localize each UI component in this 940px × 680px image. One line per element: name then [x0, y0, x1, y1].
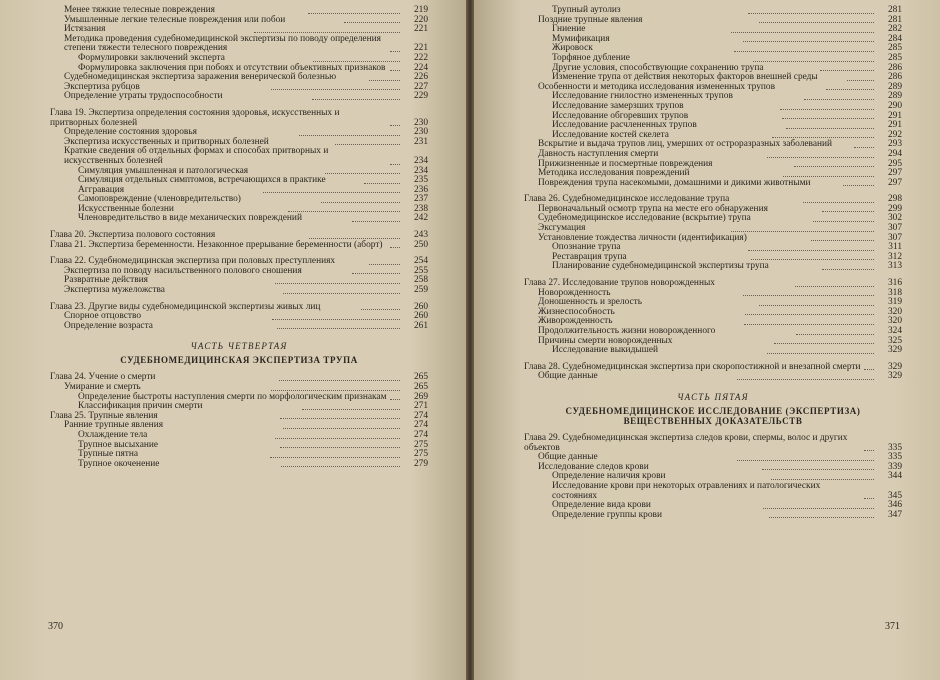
toc-page-number: 259 [413, 285, 429, 296]
toc-entry-title: Гниение [552, 24, 586, 35]
toc-entry [524, 346, 902, 356]
dot-leader [344, 22, 400, 23]
toc-page-number: 324 [887, 326, 902, 336]
toc-page-number: 242 [413, 213, 429, 224]
toc-page-number: 237 [413, 194, 428, 205]
toc-page-number: 250 [413, 239, 428, 250]
toc-entry-title: Другие условия, способствующие сохранению трупа [552, 62, 764, 73]
toc-page-number: 275 [413, 439, 429, 450]
toc-entry [524, 262, 902, 272]
toc-page-number: 285 [887, 52, 903, 63]
dot-leader [321, 202, 400, 203]
dot-leader [811, 240, 874, 241]
toc-entry-title: Общие данные [538, 371, 598, 382]
toc-page-number: 295 [887, 158, 902, 169]
toc-page-number: 274 [413, 420, 429, 431]
part-title: ЧАСТЬ ПЯТАЯ [677, 391, 749, 402]
dot-leader [796, 334, 874, 335]
toc-page-number: 243 [413, 230, 428, 241]
toc-entry-title: Определение состояния здоровья [64, 127, 197, 138]
toc-page-number: 294 [887, 148, 902, 159]
dot-leader [369, 80, 400, 81]
toc-entry-title: Глава 26. Судебномедицинское исследование трупа [524, 194, 730, 205]
dot-leader [734, 51, 874, 52]
toc-page-number: 281 [887, 5, 902, 15]
toc-page-number: 265 [413, 372, 429, 383]
toc-entry-title: Причины смерти новорожденных [538, 335, 673, 346]
dot-leader [335, 144, 400, 145]
dot-leader [843, 185, 874, 186]
toc-page-number: 339 [887, 461, 902, 472]
toc-page-number: 318 [887, 287, 903, 298]
dot-leader [864, 498, 874, 499]
toc-entry-title: Исследование обгоревших трупов [552, 110, 689, 121]
toc-page-number: 329 [887, 361, 902, 372]
toc-page-number: 297 [887, 177, 903, 188]
dot-leader [864, 369, 874, 370]
toc-page-number: 329 [887, 371, 902, 382]
toc-entry [524, 482, 902, 501]
toc-page-number: 260 [413, 311, 429, 322]
dot-leader [780, 109, 874, 110]
toc-entry-title: Глава 20. Экспертиза полового состояния [50, 230, 216, 241]
toc-page-number: 298 [887, 194, 902, 205]
toc-entry-title: Формулировка заключения при побоях и отсутствии объективных признаков [78, 62, 386, 73]
toc-entry-title: Экспертиза рубцов [64, 81, 140, 92]
toc-page-number: 231 [413, 136, 429, 147]
toc-page-number: 347 [887, 509, 902, 520]
toc-entry-title: Самоповреждение (членовредительство) [78, 194, 241, 205]
toc-entry-title: Методика исследования повреждений [538, 168, 690, 179]
toc-entry-title: Определение быстроты наступления смерти по морфологическим признакам [78, 391, 387, 402]
toc-entry-title: Исследование крови при некоторых отравлениях и патологических состояниях [552, 480, 821, 501]
dot-leader [826, 89, 874, 90]
dot-leader [270, 457, 400, 458]
toc-entry [50, 322, 428, 332]
toc-entry [50, 286, 428, 296]
toc-entry-title: Глава 24. Учение о смерти [50, 372, 156, 383]
toc-chapter [50, 109, 428, 128]
dot-leader [731, 32, 874, 33]
toc-page-number: 234 [413, 165, 428, 176]
toc-page-number: 299 [887, 203, 903, 214]
toc-page-number: 254 [413, 256, 428, 267]
toc-entry-title: Опознание трупа [552, 242, 621, 253]
dot-leader [313, 61, 400, 62]
dot-leader [753, 61, 874, 62]
toc-entry [524, 511, 902, 521]
toc-page-number: 346 [887, 500, 903, 511]
toc-entry-title: Экспертиза искусственных и притворных болезней [64, 136, 269, 147]
toc-entry-title: Исследование костей скелета [552, 129, 669, 140]
toc-entry [50, 460, 428, 470]
toc-list [524, 6, 902, 382]
part-title: ЧАСТЬ ЧЕТВЕРТАЯ [190, 341, 288, 352]
toc-entry-title: Планирование судебномедицинской экспертизы трупа [552, 261, 769, 272]
dot-leader [795, 286, 874, 287]
toc-page-number: 255 [413, 265, 429, 276]
toc-entry [50, 92, 428, 102]
dot-leader [309, 238, 400, 239]
toc-entry-title: Прижизненные и посмертные повреждения [538, 158, 713, 169]
dot-leader [277, 328, 400, 329]
toc-page-number: 344 [887, 471, 903, 482]
toc-entry-title: Умирание и смерть [64, 382, 141, 392]
toc-page-number: 312 [887, 251, 902, 262]
dot-leader [804, 99, 874, 100]
dot-leader [794, 166, 874, 167]
page-number: 370 [48, 621, 63, 632]
toc-entry-title: Исследование расчлененных трупов [552, 120, 697, 131]
toc-entry-title: Первоначальный осмотр трупа на месте его обнаружения [538, 203, 768, 214]
toc-entry-title: Определение группы крови [552, 509, 662, 520]
toc-entry-title: Симуляция умышленная и патологическая [78, 165, 249, 176]
toc-page-number: 226 [413, 72, 429, 83]
toc-entry-title: Торфяное дубление [552, 52, 630, 63]
toc-page-number: 316 [887, 278, 902, 289]
toc-page-number: 289 [887, 91, 902, 102]
toc-entry-title: Жизнеспособность [538, 306, 615, 317]
toc-page-number: 286 [887, 72, 903, 83]
toc-page-number: 220 [413, 14, 429, 25]
toc-page-number: 271 [413, 401, 429, 412]
toc-entry-title: Определение вида крови [552, 500, 651, 511]
toc-entry-title: Жировоск [552, 43, 593, 54]
toc-entry-title: Глава 25. Трупные явления [50, 410, 158, 421]
dot-leader [762, 469, 874, 470]
dot-leader [786, 128, 874, 129]
toc-page-number: 222 [413, 52, 428, 63]
dot-leader [308, 13, 400, 14]
toc-entry-title: Судебномедицинское исследование (вскрытие) трупа [538, 213, 751, 224]
toc-list [524, 434, 902, 520]
dot-leader [743, 41, 874, 42]
toc-page-number: 292 [887, 129, 902, 140]
toc-page-number: 307 [887, 232, 902, 243]
toc-page-number: 329 [887, 345, 903, 356]
toc-page-number: 335 [887, 442, 902, 453]
toc-entry-title: Искусственные болезни [78, 203, 174, 214]
toc-entry-title: Глава 21. Экспертиза беременности. Незаконное прерывание беременности (аборт) [50, 239, 383, 250]
toc-list [50, 373, 428, 469]
toc-entry-title: Мумификация [552, 33, 610, 44]
toc-page-number: 274 [413, 429, 428, 440]
dot-leader [279, 380, 400, 381]
left-page [0, 0, 466, 680]
dot-leader [283, 293, 400, 294]
dot-leader [737, 379, 874, 380]
toc-entry [50, 35, 428, 54]
dot-leader [281, 466, 400, 467]
dot-leader [737, 460, 874, 461]
dot-leader [731, 231, 874, 232]
toc-entry [524, 179, 902, 189]
right-page [474, 0, 940, 680]
dot-leader [263, 192, 400, 193]
dot-leader [783, 176, 874, 177]
toc-page-number: 320 [887, 306, 903, 317]
toc-page-number: 325 [887, 335, 902, 346]
dot-leader [325, 173, 400, 174]
dot-leader [390, 70, 400, 71]
toc-chapter [50, 241, 428, 251]
toc-page-number: 291 [887, 110, 903, 121]
dot-leader [854, 147, 874, 148]
toc-page-number: 258 [413, 275, 428, 286]
dot-leader [352, 221, 400, 222]
toc-entry-title: Изменение трупа от действия некоторых факторов внешней среды [552, 72, 818, 83]
dot-leader [271, 390, 400, 391]
toc-page-number: 335 [887, 452, 902, 463]
toc-page-number: 297 [887, 168, 903, 179]
toc-entry-title: Судебномедицинская экспертиза заражения венерической болезнью [64, 72, 337, 83]
dot-leader [748, 13, 874, 14]
dot-leader [745, 314, 874, 315]
dot-leader [847, 80, 874, 81]
toc-entry [50, 147, 428, 166]
toc-entry-title: Эксгумация [538, 223, 586, 234]
toc-chapter [524, 434, 902, 453]
book-gutter [466, 0, 474, 680]
dot-leader [820, 70, 874, 71]
toc-page-number: 345 [887, 490, 902, 501]
dot-leader [369, 264, 400, 265]
dot-leader [759, 305, 874, 306]
toc-entry-title: Краткие сведения об отдельных формах и способах притворных и искусственных болезней [64, 146, 329, 166]
dot-leader [771, 479, 874, 480]
dot-leader [822, 211, 874, 212]
toc-entry-title: Общие данные [538, 452, 598, 463]
dot-leader [822, 269, 874, 270]
toc-entry-title: Членовредительство в виде механических повреждений [78, 213, 302, 224]
dot-leader [748, 250, 874, 251]
toc-entry-title: Трупные пятна [78, 449, 139, 460]
dot-leader [864, 450, 874, 451]
dot-leader [767, 157, 874, 158]
toc-entry [50, 16, 428, 26]
toc-entry-title: Новорожденность [538, 287, 611, 298]
toc-entry-title: Доношенность и зрелость [538, 297, 643, 308]
toc-entry-title: Поздние трупные явления [538, 14, 643, 25]
toc-page-number: 230 [413, 127, 428, 138]
part-heading: СУДЕБНОМЕДИЦИНСКОЕ ИССЛЕДОВАНИЕ (ЭКСПЕРТИЗА) ВЕЩЕСТВЕННЫХ ДОКАЗАТЕЛЬСТВ [565, 405, 861, 426]
dot-leader [280, 447, 400, 448]
toc-page-number: 279 [413, 458, 429, 469]
toc-entry-title: Исследование следов крови [538, 461, 649, 472]
toc-page-number: 221 [413, 24, 428, 35]
toc-page-number: 307 [887, 223, 902, 234]
dot-leader [390, 51, 400, 52]
dot-leader [813, 221, 874, 222]
dot-leader [390, 164, 400, 165]
toc-entry-title: Трупное окоченение [78, 458, 160, 469]
toc-page-number: 227 [413, 81, 429, 92]
dot-leader [774, 343, 874, 344]
toc-entry [50, 214, 428, 224]
toc-entry-title: Глава 19. Экспертиза определения состояния здоровья, искусственных и притворных болезней [50, 107, 340, 128]
toc-page-number: 289 [887, 81, 903, 92]
toc-entry-title: Повреждения трупа насекомыми, домашними и дикими животными [538, 177, 811, 188]
toc-entry-title: Реставрация трупа [552, 251, 627, 262]
dot-leader [275, 283, 400, 284]
dot-leader [364, 183, 400, 184]
toc-page-number: 219 [413, 5, 429, 15]
toc-page-number: 238 [413, 203, 429, 214]
dot-leader [743, 295, 874, 296]
toc-page-number: 260 [413, 301, 429, 312]
dot-leader [302, 409, 400, 410]
dot-leader [769, 517, 874, 518]
toc-entry-title: Экспертиза по поводу насильственного полового сношения [64, 265, 302, 276]
dot-leader [767, 353, 874, 354]
dot-leader [283, 428, 400, 429]
toc-page-number: 221 [413, 43, 428, 54]
toc-entry-title: Умышленные легкие телесные повреждения или побои [64, 14, 286, 25]
toc-entry-title: Установление тождества личности (идентификация) [538, 232, 747, 243]
dot-leader [299, 135, 400, 136]
dot-leader [390, 247, 400, 248]
toc-page-number: 284 [887, 33, 903, 44]
dot-leader [744, 324, 874, 325]
toc-entry-title: Исследование гнилостно измененных трупов [552, 91, 733, 102]
toc-page-number: 320 [887, 316, 903, 327]
toc-entry-title: Исследование замерзших трупов [552, 100, 684, 111]
toc-entry-title: Глава 23. Другие виды судебномедицинской экспертизы живых лиц [50, 301, 321, 312]
dot-leader [803, 202, 874, 203]
toc-page-number: 234 [413, 155, 428, 166]
toc-page-number: 286 [887, 62, 903, 73]
toc-entry-title: Вскрытие и выдача трупов лиц, умерших от остроразразных заболеваний [538, 139, 833, 150]
toc-page-number: 313 [887, 261, 903, 272]
dot-leader [272, 319, 401, 320]
dot-leader [390, 399, 400, 400]
toc-page-number: 282 [887, 24, 903, 35]
toc-list [50, 6, 428, 331]
toc-page-number: 236 [413, 184, 428, 195]
toc-page-number: 274 [413, 410, 428, 421]
part-heading: СУДЕБНОМЕДИЦИНСКАЯ ЭКСПЕРТИЗА ТРУПА [120, 355, 358, 366]
toc-entry-title: Ранние трупные явления [64, 420, 164, 431]
toc-page-number: 311 [888, 242, 903, 253]
dot-leader [763, 508, 874, 509]
toc-page-number: 261 [413, 320, 428, 331]
dot-leader [352, 273, 400, 274]
toc-page-number: 319 [887, 297, 903, 308]
toc-page-number: 269 [413, 391, 428, 402]
toc-page-number: 229 [413, 91, 428, 102]
toc-page-number: 285 [887, 43, 903, 54]
toc-entry-title: Развратные действия [64, 275, 148, 286]
toc-page-number: 224 [413, 62, 428, 73]
toc-entry-title: Живорожденность [538, 316, 613, 327]
dot-leader [312, 99, 400, 100]
toc-page-number: 275 [413, 449, 428, 460]
dot-leader [751, 259, 874, 260]
dot-leader [271, 89, 400, 90]
toc-entry-title: Формулировки заключений эксперта [78, 52, 225, 63]
toc-entry-title: Менее тяжкие телесные повреждения [64, 5, 215, 15]
dot-leader [280, 418, 400, 419]
toc-entry-title: Особенности и методика исследования измененных трупов [538, 81, 776, 92]
toc-entry-title: Глава 22. Судебномедицинская экспертиза при половых преступлениях [50, 256, 336, 267]
toc-entry-title: Определение утраты трудоспособности [64, 91, 223, 102]
toc-page-number: 265 [413, 382, 429, 392]
toc-page-number: 290 [887, 100, 902, 111]
toc-entry-title: Экспертиза мужеложства [64, 285, 165, 296]
toc-entry-title: Давность наступления смерти [538, 148, 659, 159]
dot-leader [361, 309, 400, 310]
toc-page-number: 291 [887, 120, 902, 131]
toc-entry-title: Симуляция отдельных симптомов, встречающихся в практике [78, 175, 326, 186]
dot-leader [390, 125, 400, 126]
dot-leader [288, 211, 400, 212]
dot-leader [254, 32, 400, 33]
toc-page-number: 230 [413, 117, 428, 128]
toc-entry-title: Методика проведения судебномедицинской экспертизы по поводу определения степени тяжести телесного повреждения [64, 33, 381, 54]
toc-entry-title: Глава 28. Судебномедицинская экспертиза при скоропостижной и внезапной смерти [524, 361, 861, 372]
toc-page-number: 281 [887, 14, 902, 25]
toc-page-number: 235 [413, 175, 428, 186]
toc-entry-title: Классификация причин смерти [78, 401, 203, 412]
dot-leader [275, 438, 400, 439]
toc-entry-title: Трупный аутолиз [552, 5, 621, 15]
toc-entry-title: Истязания [64, 24, 106, 35]
toc-entry-title: Аггравация [78, 184, 125, 195]
toc-page-number: 293 [887, 139, 902, 150]
dot-leader [782, 118, 874, 119]
toc-entry-title: Исследование выкидышей [552, 345, 659, 356]
toc-entry-title: Продолжительность жизни новорожденного [538, 326, 716, 336]
toc-entry [524, 372, 902, 382]
toc-entry-title: Глава 29. Судебномедицинская экспертиза следов крови, спермы, волос и других объектов [524, 432, 848, 453]
toc-page-number: 302 [887, 213, 903, 224]
toc-entry-title: Определение наличия крови [552, 471, 666, 482]
toc-entry-title: Определение возраста [64, 320, 153, 331]
toc-entry-title: Спорное отцовство [64, 311, 142, 322]
dot-leader [759, 22, 874, 23]
toc-entry-title: Охлаждение тела [78, 429, 148, 440]
toc-entry-title: Трупное высыхание [78, 439, 159, 450]
toc-entry-title: Глава 27. Исследование трупов новорожденных [524, 278, 715, 289]
page-number: 371 [885, 621, 900, 632]
